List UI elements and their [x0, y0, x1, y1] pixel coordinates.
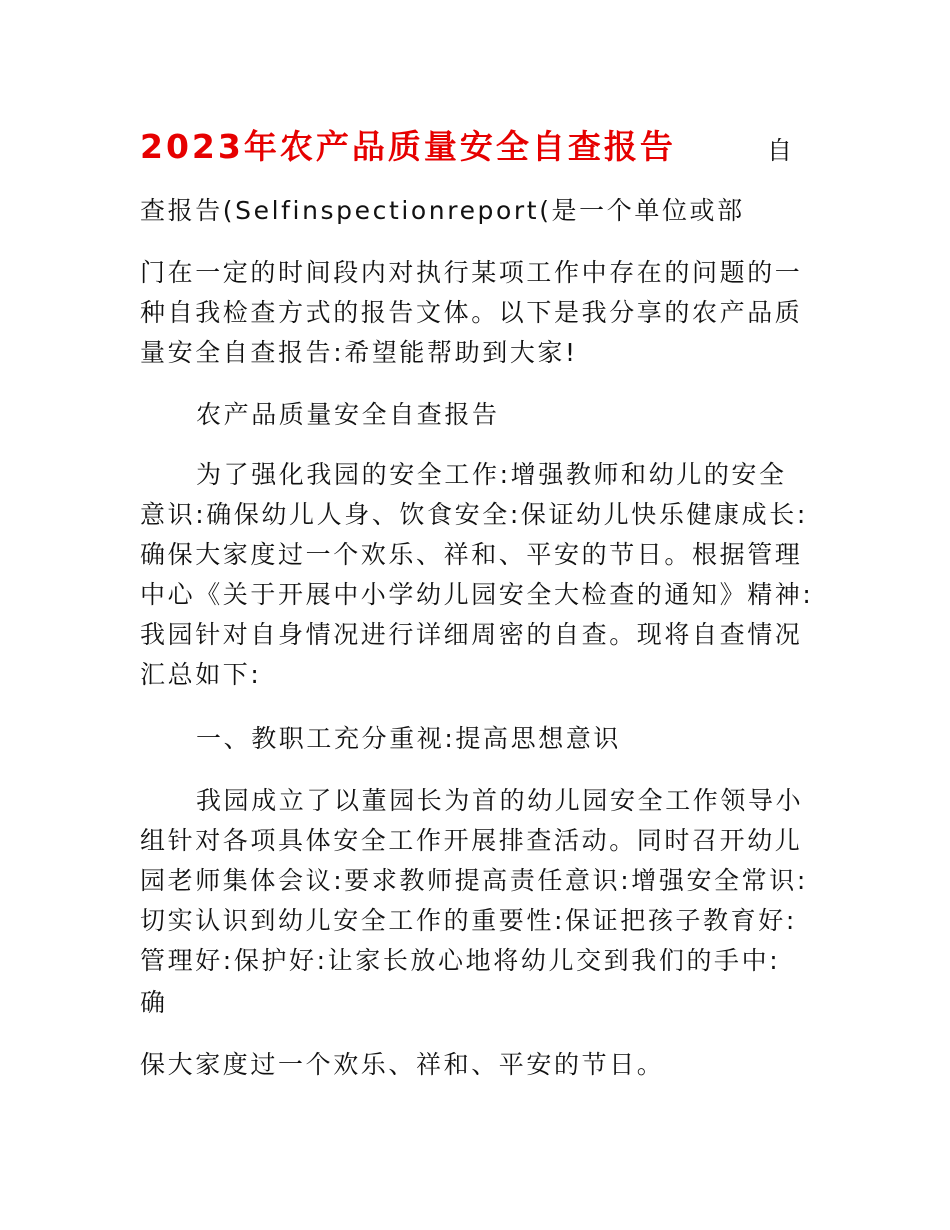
paragraph-line: 为了强化我园的安全工作:增强教师和幼儿的安全	[196, 460, 787, 489]
intro-line: 种自我检查方式的报告文体。以下是我分享的农产品质	[140, 298, 803, 327]
paragraph-line: 意识:确保幼儿人身、饮食安全:保证幼儿快乐健康成长:	[140, 500, 808, 529]
paragraph-line: 我园成立了以董园长为首的幼儿园安全工作领导小	[196, 786, 804, 815]
paragraph-line: 切实认识到幼儿安全工作的重要性:保证把孩子教育好:	[140, 906, 797, 935]
paragraph-line: 园老师集体会议:要求教师提高责任意识:增强安全常识:	[140, 866, 808, 895]
document-title: 2023年农产品质量安全自查报告	[140, 127, 676, 166]
intro-line: 量安全自查报告:希望能帮助到大家!	[140, 338, 578, 367]
intro-line: 门在一定的时间段内对执行某项工作中存在的问题的一	[140, 258, 803, 287]
paragraph-line: 中心《关于开展中小学幼儿园安全大检查的通知》精神:	[140, 580, 814, 609]
paragraph-line: 组针对各项具体安全工作开展排查活动。同时召开幼儿	[140, 826, 803, 855]
paragraph-line: 确	[140, 988, 168, 1017]
paragraph-line: 汇总如下:	[140, 660, 262, 689]
paragraph-line: 管理好:保护好:让家长放心地将幼儿交到我们的手中:	[140, 946, 781, 975]
title-trailing-text: 自	[767, 136, 793, 165]
paragraph-line: 我园针对自身情况进行详细周密的自查。现将自查情况	[140, 620, 803, 649]
intro-line: 查报告(Selfinspectionreport(是一个单位或部	[140, 196, 745, 225]
section-subtitle: 农产品质量安全自查报告	[196, 400, 500, 429]
section-heading: 一、教职工充分重视:提高思想意识	[196, 724, 622, 753]
continuation-line: 保大家度过一个欢乐、祥和、平安的节日。	[140, 1050, 665, 1079]
paragraph-line: 确保大家度过一个欢乐、祥和、平安的节日。根据管理	[140, 540, 803, 569]
